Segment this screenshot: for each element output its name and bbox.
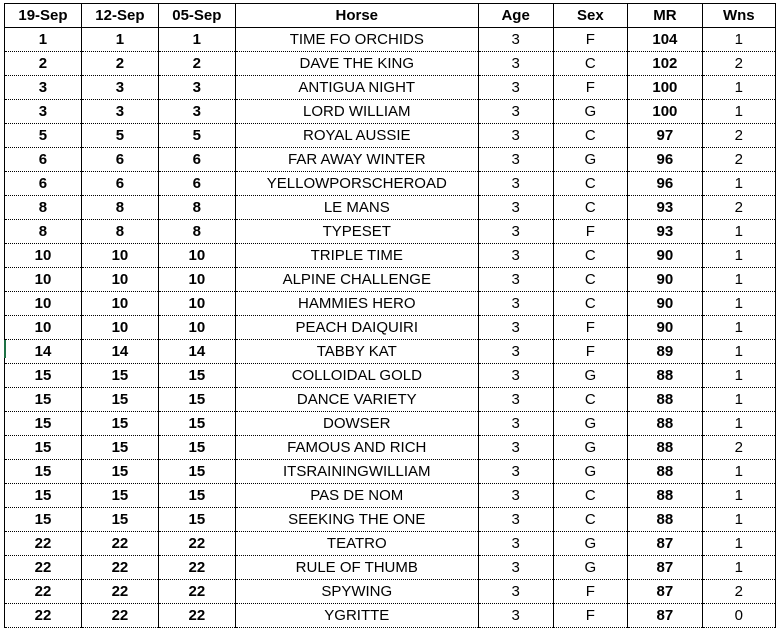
cell-12-sep[interactable]: 15 [81,460,158,484]
cell-wns[interactable]: 1 [702,388,775,412]
cell-age[interactable]: 3 [478,484,553,508]
cell-horse[interactable]: SEEKING THE ONE [235,508,478,532]
table-row [5,196,776,220]
cell-horse[interactable]: YELLOWPORSCHEROAD [235,172,478,196]
table-row [5,604,776,628]
cell-05-sep[interactable]: 10 [158,268,235,292]
cell-mr[interactable]: 100 [628,100,702,124]
cell-sex[interactable]: F [553,340,628,364]
cell-age[interactable]: 3 [478,436,553,460]
cell-05-sep[interactable]: 14 [158,340,235,364]
cell-19-sep[interactable]: 22 [5,532,82,556]
table-row [5,580,776,604]
cell-mr[interactable]: 90 [628,244,702,268]
cell-05-sep[interactable]: 1 [158,28,235,52]
header-19-sep[interactable]: 19-Sep [5,4,82,28]
cell-19-sep[interactable]: 2 [5,52,82,76]
cell-wns[interactable]: 1 [702,172,775,196]
cell-05-sep[interactable]: 15 [158,364,235,388]
cell-horse[interactable]: ROYAL AUSSIE [235,124,478,148]
cell-horse[interactable]: LORD WILLIAM [235,100,478,124]
cell-05-sep[interactable]: 10 [158,244,235,268]
cell-19-sep[interactable]: 8 [5,220,82,244]
cell-19-sep[interactable]: 15 [5,412,82,436]
cell-05-sep[interactable]: 22 [158,556,235,580]
table-row [5,556,776,580]
cell-12-sep[interactable]: 3 [81,76,158,100]
cell-12-sep[interactable]: 15 [81,388,158,412]
cell-19-sep[interactable]: 6 [5,172,82,196]
table-row [5,76,776,100]
cell-19-sep[interactable]: 10 [5,292,82,316]
cell-horse[interactable]: PAS DE NOM [235,484,478,508]
table-row [5,460,776,484]
cell-mr[interactable]: 104 [628,28,702,52]
cell-sex[interactable]: C [553,196,628,220]
cell-19-sep[interactable]: 22 [5,580,82,604]
table-row [5,292,776,316]
cell-12-sep[interactable]: 6 [81,172,158,196]
cell-19-sep[interactable]: 5 [5,124,82,148]
cell-05-sep[interactable]: 15 [158,508,235,532]
cell-sex[interactable]: C [553,244,628,268]
cell-wns[interactable]: 0 [702,604,775,628]
cell-19-sep[interactable]: 6 [5,148,82,172]
cell-sex[interactable]: G [553,532,628,556]
cell-mr[interactable]: 96 [628,148,702,172]
table-row [5,172,776,196]
cell-horse[interactable]: DANCE VARIETY [235,388,478,412]
cell-wns[interactable]: 2 [702,124,775,148]
cell-05-sep[interactable]: 3 [158,76,235,100]
cell-age[interactable]: 3 [478,196,553,220]
selection-edge-mark [4,340,6,358]
cell-05-sep[interactable]: 6 [158,148,235,172]
cell-19-sep[interactable]: 15 [5,436,82,460]
table-row [5,484,776,508]
cell-12-sep[interactable]: 10 [81,316,158,340]
cell-sex[interactable]: C [553,268,628,292]
cell-mr[interactable]: 88 [628,388,702,412]
table-row [5,340,776,364]
header-05-sep[interactable]: 05-Sep [158,4,235,28]
cell-sex[interactable]: G [553,460,628,484]
cell-horse[interactable]: ITSRAININGWILLIAM [235,460,478,484]
cell-mr[interactable]: 93 [628,220,702,244]
cell-05-sep[interactable]: 22 [158,580,235,604]
cell-mr[interactable]: 97 [628,124,702,148]
cell-05-sep[interactable]: 8 [158,220,235,244]
cell-age[interactable]: 3 [478,28,553,52]
cell-19-sep[interactable]: 15 [5,364,82,388]
cell-age[interactable]: 3 [478,556,553,580]
ratings-table [4,3,776,628]
cell-wns[interactable]: 1 [702,484,775,508]
cell-horse[interactable]: FAR AWAY WINTER [235,148,478,172]
cell-19-sep[interactable]: 15 [5,388,82,412]
cell-sex[interactable]: F [553,604,628,628]
cell-12-sep[interactable]: 1 [81,28,158,52]
cell-wns[interactable]: 1 [702,340,775,364]
cell-05-sep[interactable]: 2 [158,52,235,76]
cell-05-sep[interactable]: 15 [158,484,235,508]
table-row [5,100,776,124]
header-12-sep[interactable]: 12-Sep [81,4,158,28]
cell-wns[interactable]: 1 [702,268,775,292]
cell-sex[interactable]: F [553,220,628,244]
cell-age[interactable]: 3 [478,100,553,124]
cell-sex[interactable]: C [553,388,628,412]
cell-age[interactable]: 3 [478,364,553,388]
table-row [5,124,776,148]
cell-sex[interactable]: C [553,172,628,196]
cell-12-sep[interactable]: 8 [81,196,158,220]
cell-mr[interactable]: 90 [628,292,702,316]
cell-19-sep[interactable]: 8 [5,196,82,220]
cell-12-sep[interactable]: 6 [81,148,158,172]
cell-sex[interactable]: C [553,124,628,148]
cell-wns[interactable]: 1 [702,220,775,244]
cell-mr[interactable]: 96 [628,172,702,196]
cell-age[interactable]: 3 [478,532,553,556]
cell-wns[interactable]: 1 [702,292,775,316]
table-row [5,532,776,556]
cell-wns[interactable]: 1 [702,364,775,388]
cell-age[interactable]: 3 [478,220,553,244]
cell-sex[interactable]: C [553,508,628,532]
cell-mr[interactable]: 88 [628,484,702,508]
table-row [5,148,776,172]
cell-horse[interactable]: TRIPLE TIME [235,244,478,268]
cell-wns[interactable]: 1 [702,244,775,268]
cell-wns[interactable]: 1 [702,412,775,436]
cell-12-sep[interactable]: 2 [81,52,158,76]
cell-sex[interactable]: G [553,100,628,124]
cell-horse[interactable]: ANTIGUA NIGHT [235,76,478,100]
table-row [5,436,776,460]
cell-wns[interactable]: 1 [702,508,775,532]
table-row [5,220,776,244]
cell-age[interactable]: 3 [478,460,553,484]
cell-sex[interactable]: G [553,436,628,460]
cell-05-sep[interactable]: 8 [158,196,235,220]
cell-age[interactable]: 3 [478,604,553,628]
cell-mr[interactable]: 93 [628,196,702,220]
cell-age[interactable]: 3 [478,172,553,196]
cell-age[interactable]: 3 [478,316,553,340]
table-row [5,28,776,52]
table-row [5,388,776,412]
cell-mr[interactable]: 90 [628,316,702,340]
cell-sex[interactable]: F [553,580,628,604]
cell-19-sep[interactable]: 3 [5,76,82,100]
cell-19-sep[interactable]: 10 [5,268,82,292]
cell-age[interactable]: 3 [478,340,553,364]
cell-sex[interactable]: C [553,52,628,76]
cell-mr[interactable]: 90 [628,268,702,292]
cell-age[interactable]: 3 [478,508,553,532]
cell-19-sep[interactable]: 15 [5,508,82,532]
cell-age[interactable]: 3 [478,52,553,76]
cell-12-sep[interactable]: 10 [81,244,158,268]
cell-horse[interactable]: YGRITTE [235,604,478,628]
cell-05-sep[interactable]: 15 [158,412,235,436]
cell-05-sep[interactable]: 22 [158,532,235,556]
cell-horse[interactable]: FAMOUS AND RICH [235,436,478,460]
header-horse[interactable]: Horse [235,4,478,28]
table-row [5,364,776,388]
cell-sex[interactable]: F [553,76,628,100]
cell-mr[interactable]: 88 [628,436,702,460]
cell-sex[interactable]: G [553,556,628,580]
cell-horse[interactable]: PEACH DAIQUIRI [235,316,478,340]
cell-12-sep[interactable]: 15 [81,364,158,388]
cell-12-sep[interactable]: 15 [81,508,158,532]
cell-wns[interactable]: 1 [702,556,775,580]
cell-12-sep[interactable]: 22 [81,580,158,604]
cell-sex[interactable]: C [553,292,628,316]
header-wns[interactable]: Wns [702,4,775,28]
cell-12-sep[interactable]: 15 [81,484,158,508]
cell-mr[interactable]: 88 [628,412,702,436]
cell-12-sep[interactable]: 22 [81,604,158,628]
cell-05-sep[interactable]: 10 [158,292,235,316]
cell-mr[interactable]: 88 [628,364,702,388]
cell-12-sep[interactable]: 14 [81,340,158,364]
header-mr[interactable]: MR [628,4,702,28]
cell-wns[interactable]: 1 [702,532,775,556]
cell-12-sep[interactable]: 22 [81,532,158,556]
table-row [5,268,776,292]
cell-mr[interactable]: 87 [628,556,702,580]
cell-age[interactable]: 3 [478,580,553,604]
cell-19-sep[interactable]: 3 [5,100,82,124]
cell-age[interactable]: 3 [478,412,553,436]
table-row [5,52,776,76]
cell-19-sep[interactable]: 10 [5,316,82,340]
cell-19-sep[interactable]: 10 [5,244,82,268]
cell-05-sep[interactable]: 15 [158,388,235,412]
cell-horse[interactable]: LE MANS [235,196,478,220]
cell-age[interactable]: 3 [478,148,553,172]
cell-wns[interactable]: 1 [702,460,775,484]
cell-05-sep[interactable]: 15 [158,436,235,460]
cell-05-sep[interactable]: 22 [158,604,235,628]
cell-horse[interactable]: SPYWING [235,580,478,604]
cell-wns[interactable]: 2 [702,52,775,76]
cell-horse[interactable]: RULE OF THUMB [235,556,478,580]
cell-wns[interactable]: 2 [702,148,775,172]
cell-sex[interactable]: F [553,28,628,52]
cell-12-sep[interactable]: 10 [81,268,158,292]
cell-age[interactable]: 3 [478,76,553,100]
cell-12-sep[interactable]: 15 [81,436,158,460]
cell-19-sep[interactable]: 14 [5,340,82,364]
cell-12-sep[interactable]: 22 [81,556,158,580]
cell-12-sep[interactable]: 5 [81,124,158,148]
cell-horse[interactable]: DOWSER [235,412,478,436]
table-row [5,412,776,436]
cell-horse[interactable]: HAMMIES HERO [235,292,478,316]
cell-horse[interactable]: COLLOIDAL GOLD [235,364,478,388]
cell-horse[interactable]: ALPINE CHALLENGE [235,268,478,292]
cell-mr[interactable]: 87 [628,532,702,556]
cell-sex[interactable]: G [553,412,628,436]
header-sex[interactable]: Sex [553,4,628,28]
cell-wns[interactable]: 2 [702,580,775,604]
cell-19-sep[interactable]: 22 [5,604,82,628]
cell-wns[interactable]: 1 [702,76,775,100]
cell-sex[interactable]: C [553,484,628,508]
cell-mr[interactable]: 88 [628,508,702,532]
header-row [5,4,776,28]
cell-horse[interactable]: TEATRO [235,532,478,556]
cell-mr[interactable]: 100 [628,76,702,100]
cell-horse[interactable]: TYPESET [235,220,478,244]
cell-mr[interactable]: 87 [628,604,702,628]
cell-mr[interactable]: 88 [628,460,702,484]
cell-12-sep[interactable]: 15 [81,412,158,436]
cell-horse[interactable]: DAVE THE KING [235,52,478,76]
cell-05-sep[interactable]: 6 [158,172,235,196]
header-age[interactable]: Age [478,4,553,28]
cell-sex[interactable]: G [553,364,628,388]
cell-wns[interactable]: 1 [702,28,775,52]
cell-age[interactable]: 3 [478,124,553,148]
cell-05-sep[interactable]: 5 [158,124,235,148]
table-row [5,244,776,268]
cell-sex[interactable]: F [553,316,628,340]
cell-05-sep[interactable]: 15 [158,460,235,484]
cell-05-sep[interactable]: 3 [158,100,235,124]
table-row [5,316,776,340]
cell-12-sep[interactable]: 10 [81,292,158,316]
cell-age[interactable]: 3 [478,388,553,412]
cell-19-sep[interactable]: 22 [5,556,82,580]
cell-horse[interactable]: TIME FO ORCHIDS [235,28,478,52]
cell-mr[interactable]: 87 [628,580,702,604]
cell-wns[interactable]: 1 [702,316,775,340]
cell-age[interactable]: 3 [478,244,553,268]
cell-mr[interactable]: 89 [628,340,702,364]
cell-horse[interactable]: TABBY KAT [235,340,478,364]
cell-19-sep[interactable]: 1 [5,28,82,52]
cell-12-sep[interactable]: 8 [81,220,158,244]
cell-12-sep[interactable]: 3 [81,100,158,124]
cell-19-sep[interactable]: 15 [5,460,82,484]
cell-age[interactable]: 3 [478,268,553,292]
cell-wns[interactable]: 2 [702,436,775,460]
cell-wns[interactable]: 2 [702,196,775,220]
cell-mr[interactable]: 102 [628,52,702,76]
table-row [5,508,776,532]
cell-age[interactable]: 3 [478,292,553,316]
cell-19-sep[interactable]: 15 [5,484,82,508]
cell-wns[interactable]: 1 [702,100,775,124]
cell-05-sep[interactable]: 10 [158,316,235,340]
cell-sex[interactable]: G [553,148,628,172]
